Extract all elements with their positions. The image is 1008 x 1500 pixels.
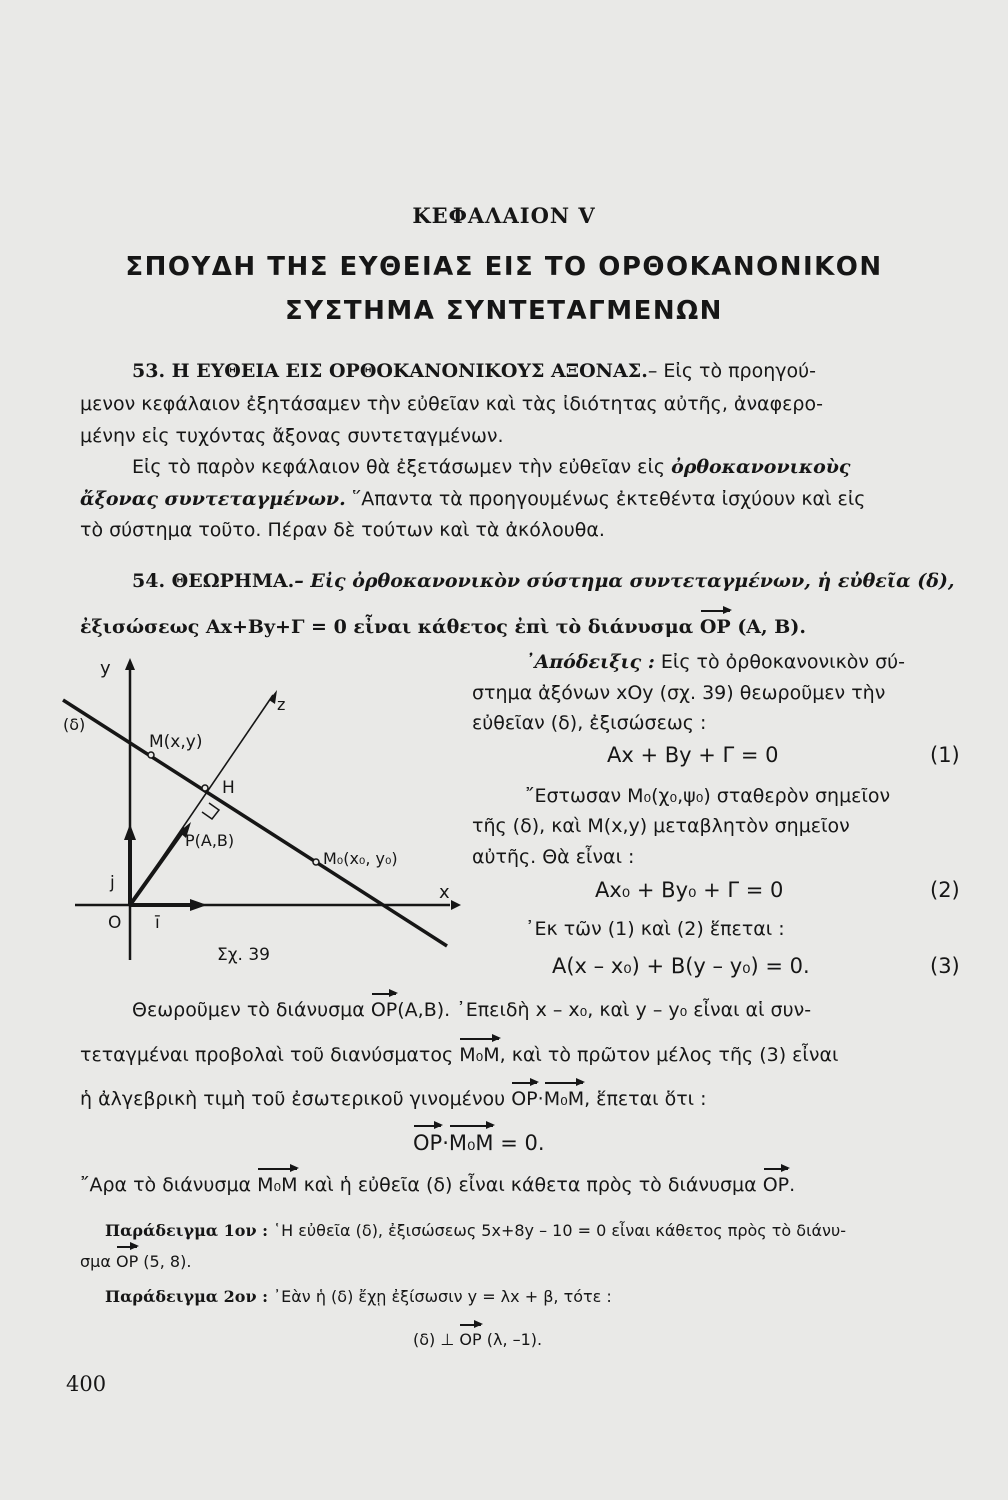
equation-3: Α(x – x₀) + Β(y – y₀) = 0. <box>552 954 810 978</box>
theorem-54-line-1 <box>132 570 955 592</box>
line-delta <box>63 700 447 946</box>
section-53-line-6: τὸ σύστημα τοῦτο. Πέραν δὲ τούτων καὶ τὰ ἀκόλουθα. <box>80 519 605 541</box>
body-line-4 <box>80 1174 795 1196</box>
equation-3-number: (3) <box>930 954 960 978</box>
vector-op: OP <box>511 1088 538 1110</box>
body-line-1-b: (Α,Β). ᾿Επειδὴ x – x₀, καὶ y – y₀ εἶναι αἱ συν- <box>397 999 812 1021</box>
body-line-3-b: , ἕπεται ὅτι : <box>584 1088 707 1110</box>
proof-line-2: στημα ἀξόνων xOy (σχ. 39) θεωροῦμεν τὴν <box>472 682 886 704</box>
vector-op: OP <box>115 1252 139 1271</box>
equation-4 <box>413 1131 545 1155</box>
example-1-line-2-a: σμα <box>80 1252 111 1271</box>
body-line-3-a: ἡ ἀλγεβρικὴ τιμὴ τοῦ ἐσωτερικοῦ γινομένου <box>80 1088 506 1110</box>
x-axis-arrowhead <box>451 900 461 910</box>
vector-op: OP <box>762 1174 790 1196</box>
label-z: z <box>277 695 286 714</box>
proof-line-4: ῎Εστωσαν Μ₀(χ₀,ψ₀) σταθερὸν σημεῖον <box>525 785 891 807</box>
dot-product: · <box>537 1088 544 1110</box>
equation-1: Αx + Βy + Γ = 0 <box>607 743 779 767</box>
vector-op: OP <box>459 1330 482 1349</box>
label-p: Ρ(Α,Β) <box>185 831 235 850</box>
vector-i-arrowhead <box>190 899 207 911</box>
example-2-equation <box>413 1330 542 1349</box>
example-2-line-1 <box>105 1287 612 1306</box>
body-line-1-a: Θεωροῦμεν τὸ διάνυσμα <box>132 999 365 1021</box>
figure-39 <box>55 650 475 980</box>
vector-m0m: Μ₀Μ <box>257 1174 298 1196</box>
label-x: x <box>439 882 450 903</box>
theorem-54-equation: ἐξισώσεως Αx+Βy+Γ = 0 εἶναι κάθετος ἐπὶ τὸ διάνυσμα <box>80 616 694 638</box>
label-delta: (δ) <box>63 715 86 734</box>
dot-product: · <box>442 1131 449 1155</box>
section-53-line-5-text: ῞Απαντα τὰ προηγουμένως ἐκτεθέντα ἰσχύουν καὶ εἰς <box>351 488 866 510</box>
theorem-54-heading: 54. ΘΕΩΡΗΜΑ. <box>132 570 295 592</box>
equation-2: Αx₀ + Βy₀ + Γ = 0 <box>595 878 784 902</box>
body-line-2-a: τεταγμέναι προβολαὶ τοῦ διανύσματος <box>80 1044 454 1066</box>
z-arrowhead <box>269 690 277 704</box>
section-53-line-1 <box>132 360 816 382</box>
y-axis-arrowhead <box>125 658 135 670</box>
chapter-heading: ΚΕΦΑΛΑΙΟΝ V <box>412 203 596 228</box>
body-line-1 <box>132 999 811 1021</box>
theorem-54-statement: – Εἰς ὀρθοκανονικὸν σύστημα συντεταγμένων, ἡ εὐθεῖα (δ), <box>294 570 955 592</box>
theorem-54-line-2 <box>80 616 806 638</box>
label-m0: Μ₀(x₀, y₀) <box>323 849 398 868</box>
body-line-2-b: , καὶ τὸ πρῶτον μέλος τῆς (3) εἶναι <box>499 1044 839 1066</box>
example-2-text: ᾿Εὰν ἡ (δ) ἔχῃ ἐξίσωσιν y = λx + β, τότε : <box>268 1287 612 1306</box>
vector-m0m: Μ₀Μ <box>543 1088 585 1110</box>
equation-1-number: (1) <box>930 743 960 767</box>
equation-4-rest: = 0. <box>493 1131 545 1155</box>
equation-2-number: (2) <box>930 878 960 902</box>
point-m0 <box>313 859 319 865</box>
example-1-text: ῾Η εὐθεῖα (δ), ἐξισώσεως 5x+8y – 10 = 0 εἶναι κάθετος πρὸς τὸ διάνυ- <box>268 1221 847 1240</box>
proof-line-3: εὐθεῖαν (δ), ἐξισώσεως : <box>472 712 707 734</box>
proof-line-6: αὐτῆς. Θὰ εἶναι : <box>472 846 635 868</box>
vector-m0m: Μ₀Μ <box>448 1131 494 1155</box>
label-o: O <box>108 913 122 933</box>
body-line-4-a: ῎Αρα τὸ διάνυσμα <box>80 1174 252 1196</box>
label-y: y <box>100 658 111 679</box>
proof-label: ᾿Απόδειξις : <box>525 651 655 673</box>
label-h: Η <box>222 778 235 798</box>
section-53-line-3: μένην εἰς τυχόντας ἄξονας συντεταγμένων. <box>80 425 504 447</box>
vector-j-arrowhead <box>124 824 136 840</box>
vector-op: OP <box>699 616 731 638</box>
section-53-emphasis-1: ὀρθοκανονικοὺς <box>671 456 851 478</box>
label-m: Μ(x,y) <box>149 732 203 752</box>
proof-line-7: ᾿Εκ τῶν (1) καὶ (2) ἕπεται : <box>525 918 785 940</box>
chapter-title-line-1: ΣΠΟΥΔΗ ΤΗΣ ΕΥΘΕΙΑΣ ΕΙΣ ΤΟ ΟΡΘΟΚΑΝΟΝΙΚΟΝ <box>125 252 883 282</box>
example-1-line-1 <box>105 1221 846 1240</box>
example-1-label: Παράδειγμα 1ον : <box>105 1221 269 1240</box>
proof-line-1-text: Εἰς τὸ ὀρθοκανονικὸν σύ- <box>654 651 905 673</box>
vector-m0m: Μ₀Μ <box>459 1044 500 1066</box>
vector-op-arrow <box>130 828 185 905</box>
section-53-intro: – Εἰς τὸ προηγού- <box>647 360 816 382</box>
section-53-line-4 <box>132 456 851 478</box>
proof-line-1 <box>525 651 905 673</box>
page-number: 400 <box>66 1372 107 1396</box>
right-angle-mark <box>202 803 219 819</box>
figure-caption: Σχ. 39 <box>217 945 271 965</box>
section-53-line-4-text: Εἰς τὸ παρὸν κεφάλαιον θὰ ἐξετάσωμεν τὴν εὐθεῖαν εἰς <box>132 456 666 478</box>
example-2-equation-a: (δ) ⊥ <box>413 1330 455 1349</box>
body-line-2 <box>80 1044 838 1066</box>
body-line-3 <box>80 1088 707 1110</box>
example-2-label: Παράδειγμα 2ον : <box>105 1287 269 1306</box>
body-line-4-b: καὶ ἡ εὐθεῖα (δ) εἶναι κάθετα πρὸς τὸ διάνυσμα <box>297 1174 757 1196</box>
point-h <box>202 785 208 791</box>
example-1-line-2 <box>80 1252 191 1271</box>
chapter-title-line-2: ΣΥΣΤΗΜΑ ΣΥΝΤΕΤΑΓΜΕΝΩΝ <box>285 296 723 326</box>
vector-op: OP <box>370 999 398 1021</box>
section-53-heading: 53. Η ΕΥΘΕΙΑ ΕΙΣ ΟΡΘΟΚΑΝΟΝΙΚΟΥΣ ΑΞΟΝΑΣ. <box>132 360 648 382</box>
theorem-54-vector-coords: (Α, Β). <box>730 616 806 638</box>
example-1-line-2-b: (5, 8). <box>138 1252 192 1271</box>
section-53-line-2: μενον κεφάλαιον ἐξητάσαμεν τὴν εὐθεῖαν καὶ τὰς ἰδιότητας αὐτῆς, ἀναφερο- <box>80 393 823 415</box>
vector-op: OP <box>413 1131 443 1155</box>
body-line-4-end: . <box>789 1174 796 1196</box>
example-2-equation-b: (λ, –1). <box>481 1330 543 1349</box>
section-53-line-5 <box>80 488 865 510</box>
section-53-emphasis-2: ἄξονας συντεταγμένων. <box>80 488 346 510</box>
label-i: ī <box>155 913 160 933</box>
point-m <box>148 752 154 758</box>
label-j: j <box>110 873 115 893</box>
proof-line-5: τῆς (δ), καὶ Μ(x,y) μεταβλητὸν σημεῖον <box>472 815 850 837</box>
